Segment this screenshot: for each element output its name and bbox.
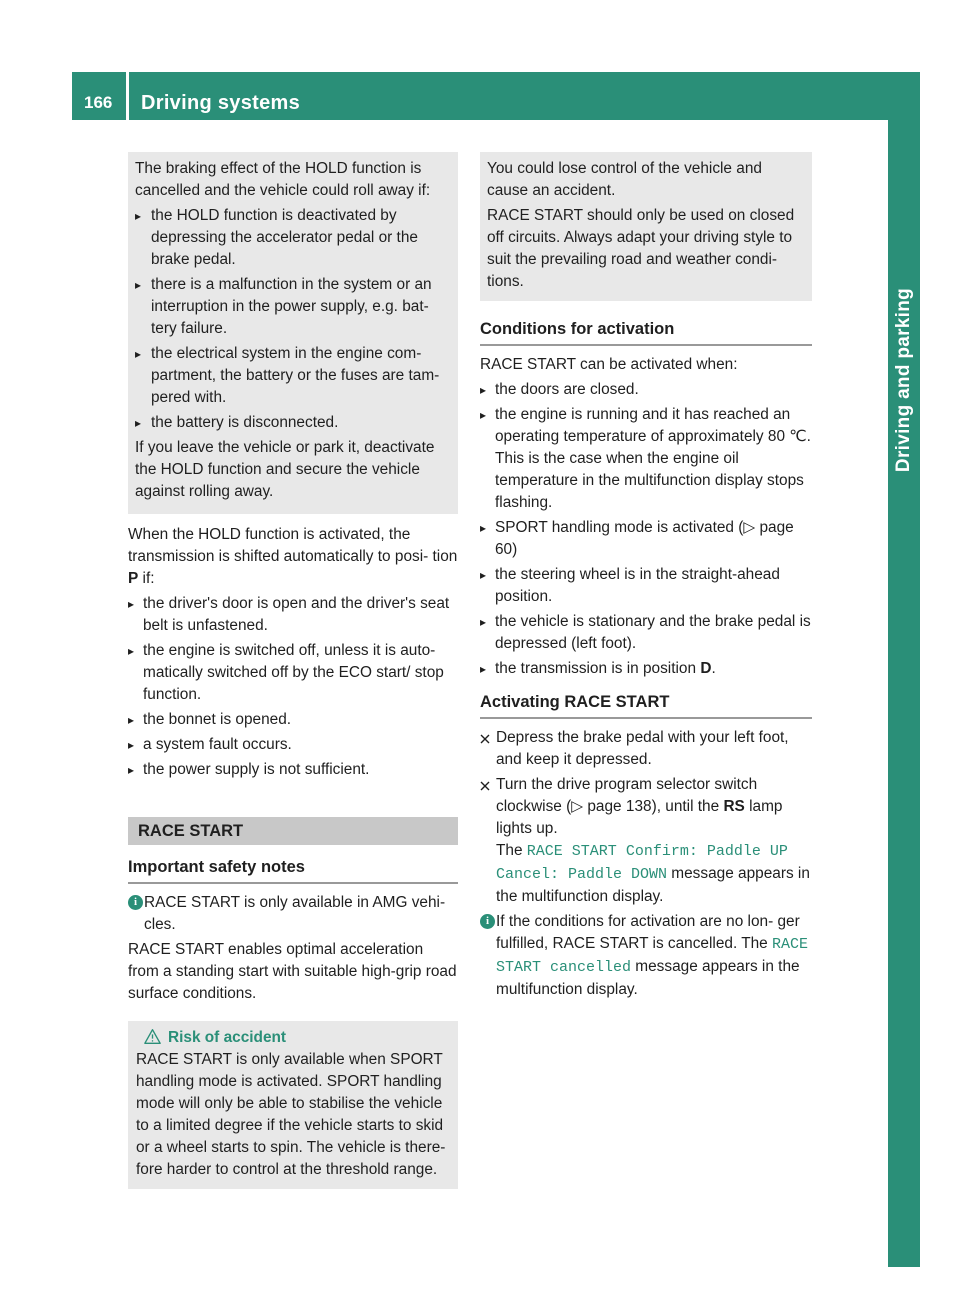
list-item	[480, 517, 812, 561]
page-ref-link[interactable]: ▷ page 138	[571, 798, 652, 815]
hold-activated-intro	[128, 524, 458, 590]
text-span: If the conditions for activation are no lon- ger fulfilled, RACE START is cancelled. The	[496, 913, 800, 952]
race-start-band: RACE START	[128, 817, 458, 845]
text-span: The	[496, 842, 527, 859]
display-message: RACE START cancelled	[496, 936, 809, 976]
text-span: Turn the drive program selector switch clockwise (	[496, 776, 758, 815]
hold-box-list	[135, 205, 450, 434]
step-item	[480, 727, 812, 771]
hold-box-outro: If you leave the vehicle or park it, deactivate the HOLD function and secure the vehicle against rolling away.	[135, 439, 435, 500]
list-item: ▸ the steering wheel is in the straight-ahead position.	[480, 564, 812, 608]
rs-lamp-label: RS	[723, 798, 745, 815]
step-text: Depress the brake pedal with your left foot, and keep it depressed.	[496, 729, 789, 768]
list-item: ▸ a system fault occurs.	[128, 734, 458, 756]
text-span: message appears in the multifunction display.	[496, 958, 800, 998]
hold-activated-section	[128, 524, 458, 781]
warning-title: Risk of accident	[168, 1029, 287, 1046]
display-message: Cancel: Paddle DOWN	[496, 866, 668, 883]
hold-warning-box	[128, 152, 458, 514]
text-span: if:	[138, 570, 155, 587]
warning-continued-box	[480, 152, 812, 301]
hold-activated-list	[128, 593, 458, 781]
warning-cont-line1: You could lose control of the vehicle and cause an accident.	[487, 160, 762, 199]
step-item	[480, 774, 812, 908]
warning-triangle-icon	[144, 1028, 161, 1045]
warning-text: RACE START is only available when SPORT handling mode is activated. SPORT handling mode will only be able to stabilise the vehicle to a limited degree if the vehicle starts to skid or a wheel starts to spin. The vehicle is there- fore harder to control at the threshold range.	[136, 1051, 446, 1178]
text-span: SPORT handling mode is activated (	[495, 519, 744, 536]
info-icon: i	[128, 895, 143, 910]
text-span: When the HOLD function is activated, the transmission is shifted automatically to posi- tion	[128, 526, 458, 565]
warning-cont-line2: RACE START should only be used on closed off circuits. Always adapt your driving style to suit the prevailing road and weather condi- tions.	[487, 207, 795, 290]
text-span: )	[512, 541, 518, 558]
list-item: ▸ the electrical system in the engine com- partment, the battery or the fuses are tam- pered with.	[135, 343, 450, 409]
step-arrow-icon	[480, 734, 490, 744]
conditions-heading: Conditions for activation	[480, 317, 812, 346]
conditions-intro: RACE START can be activated when:	[480, 356, 738, 373]
list-item: ▸ the power supply is not sufficient.	[128, 759, 458, 781]
text-span: message appears in the multifunction display.	[496, 865, 810, 905]
info-note-text: RACE START is only available in AMG vehi- cles.	[144, 894, 446, 933]
right-column	[480, 152, 812, 1004]
left-column	[128, 152, 458, 1189]
list-item: ▸ the engine is running and it has reached an operating temperature of approximately 80 ℃. This is the case when the engine oil temperature in the multifunction display stops flashing.	[480, 404, 812, 514]
list-item: ▸ the engine is switched off, unless it is auto- matically switched off by the ECO start/ stop function.	[128, 640, 458, 706]
text-span: lamp lights up.	[496, 798, 783, 837]
side-tab-label: Driving and parking	[893, 287, 914, 473]
list-item	[480, 658, 812, 680]
side-tab	[888, 72, 920, 1267]
position-d: D	[700, 660, 712, 677]
enables-text: RACE START enables optimal acceleration from a standing start with suitable high-grip road surface conditions.	[128, 941, 457, 1002]
text-span: ), until the	[651, 798, 724, 815]
info-icon: i	[480, 914, 495, 929]
list-item: ▸ the vehicle is stationary and the brake pedal is depressed (left foot).	[480, 611, 812, 655]
warning-box	[128, 1021, 458, 1189]
position-p: P	[128, 570, 139, 587]
list-item: ▸ the HOLD function is deactivated by depressing the accelerator pedal or the brake pedal.	[135, 205, 450, 271]
conditions-list	[480, 379, 812, 680]
info-note-cancelled	[480, 911, 812, 1001]
display-message: RACE START Confirm: Paddle UP	[526, 843, 788, 860]
hold-box-intro: The braking effect of the HOLD function is cancelled and the vehicle could roll away if:	[135, 160, 431, 199]
list-item: ▸ there is a malfunction in the system or an interruption in the power supply, e.g. bat- tery failure.	[135, 274, 450, 340]
step-arrow-icon	[480, 781, 490, 791]
info-note	[128, 892, 458, 936]
list-item: ▸ the bonnet is opened.	[128, 709, 458, 731]
section-title: Driving systems	[141, 92, 301, 114]
header-divider	[126, 72, 129, 120]
page-ref-link[interactable]: ▷ page 60	[495, 519, 794, 558]
safety-heading: Important safety notes	[128, 855, 458, 884]
activation-steps	[480, 727, 812, 908]
list-item: ▸ the battery is disconnected.	[135, 412, 450, 434]
text-span: the transmission is in position	[495, 660, 701, 677]
activating-heading: Activating RACE START	[480, 690, 812, 719]
list-item: ▸ the doors are closed.	[480, 379, 812, 401]
warning-header	[136, 1027, 449, 1049]
list-item: ▸ the driver's door is open and the driver's seat belt is unfastened.	[128, 593, 458, 637]
page-number: 166	[84, 93, 113, 112]
text-span: .	[711, 660, 716, 677]
